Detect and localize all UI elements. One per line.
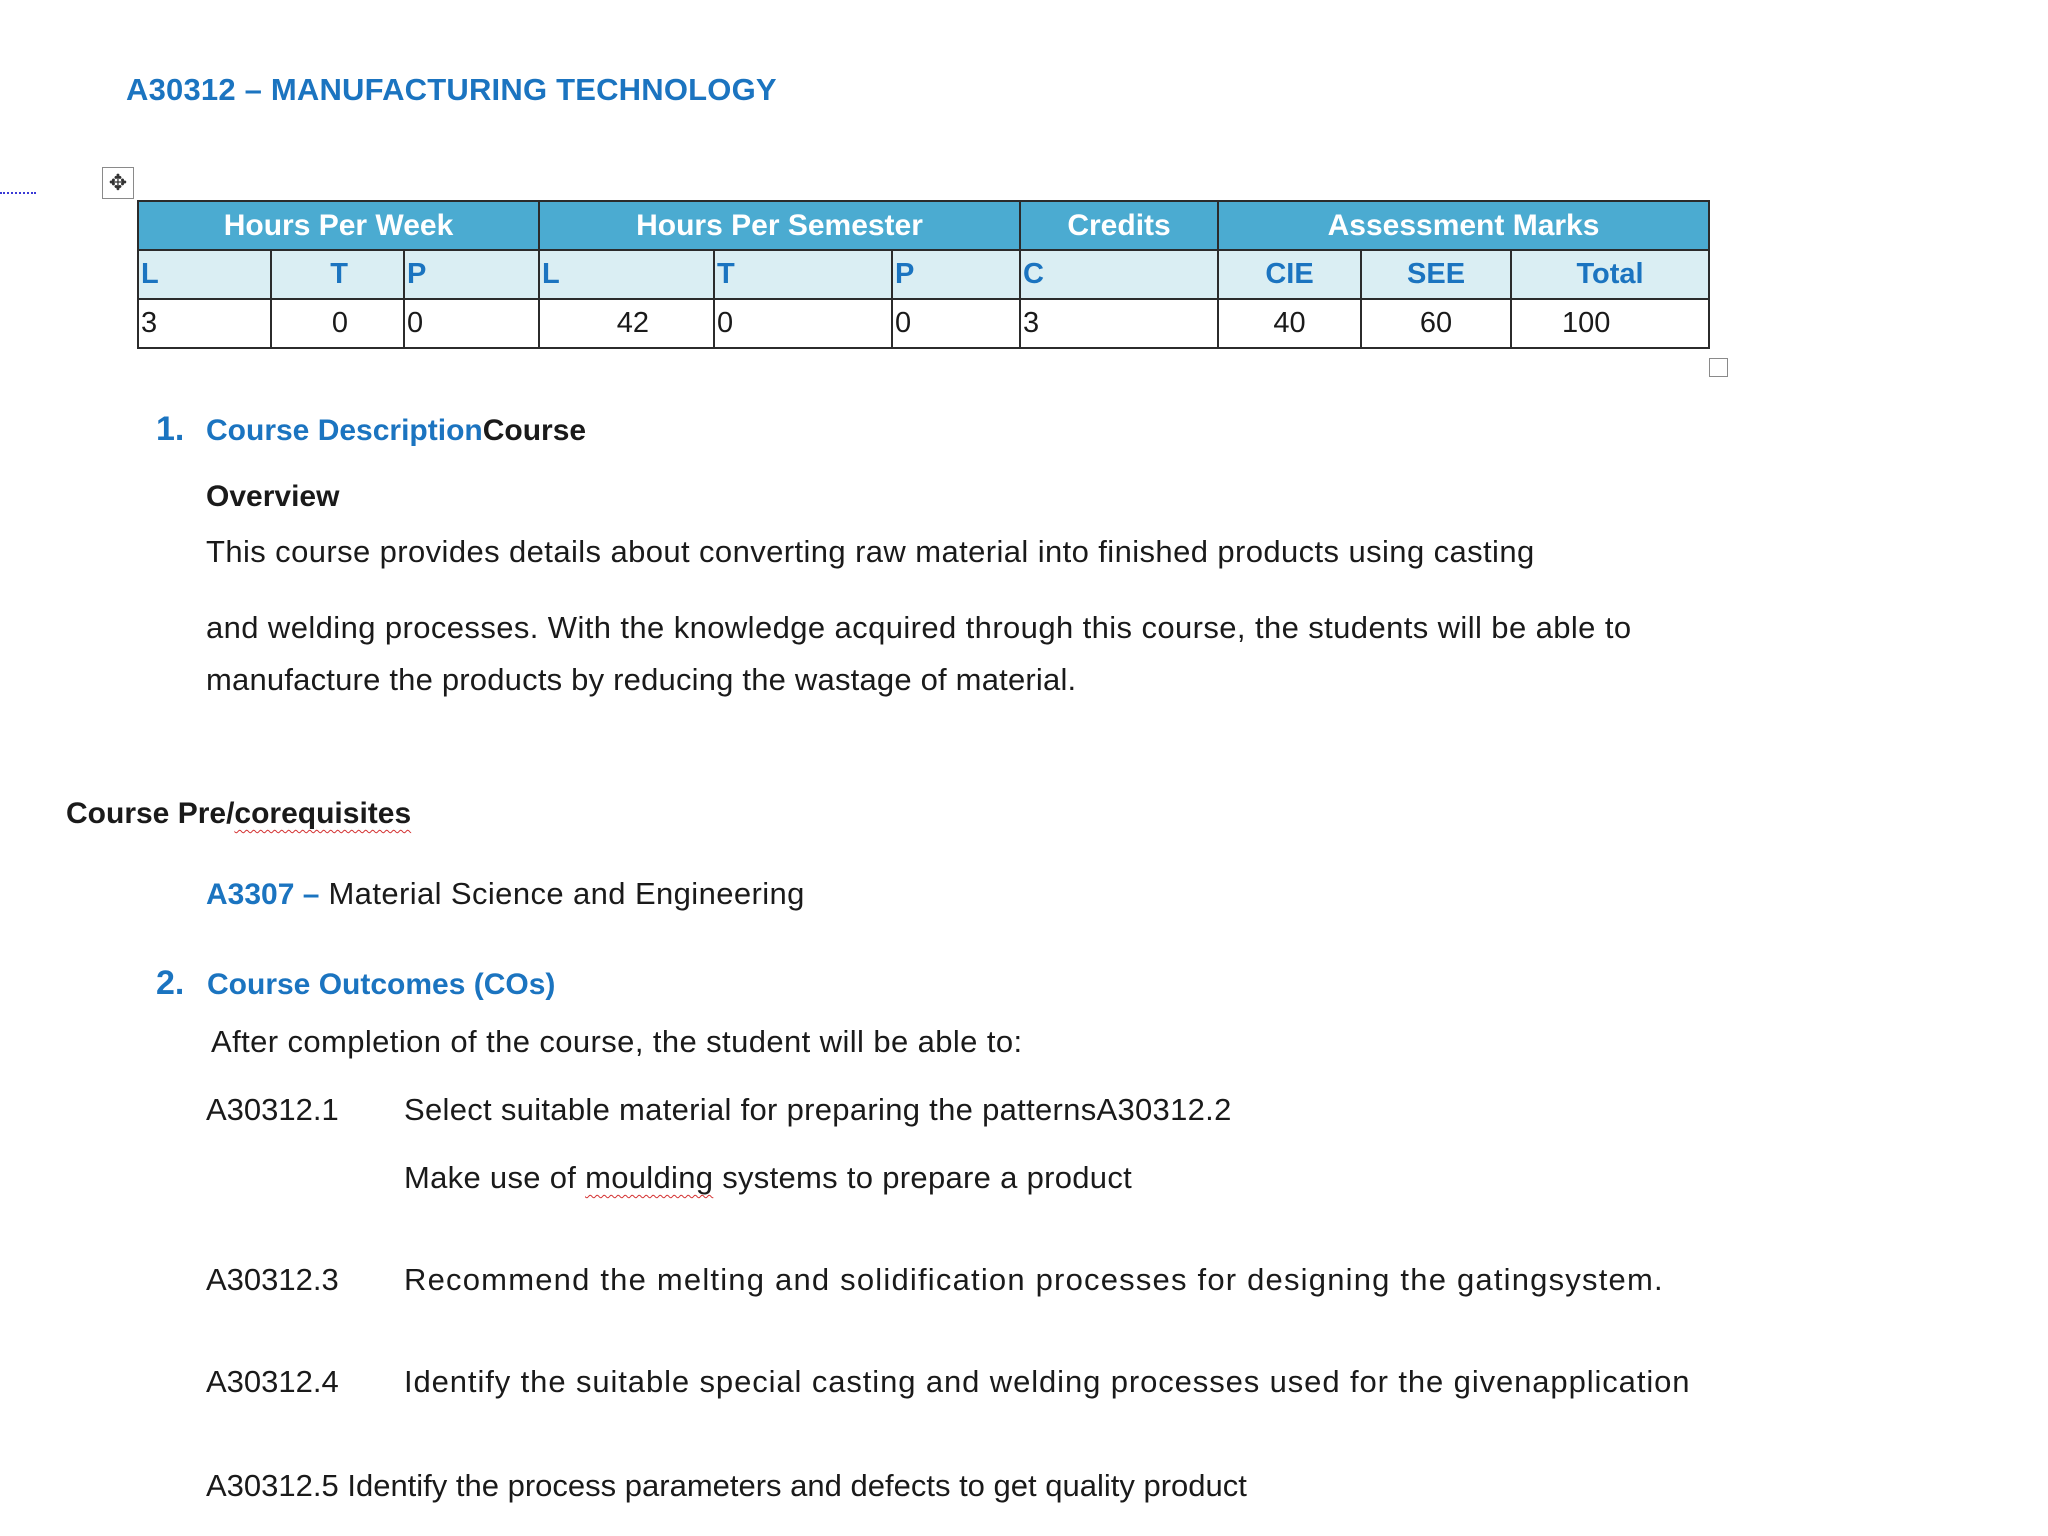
header-credits: Credits [1020,201,1218,250]
description-line-1: This course provides details about converting raw material into finished products using casting [206,534,1535,569]
subheader-cell: L [539,250,714,299]
outcome-text-part: Make use of [404,1160,586,1195]
description-line-2: and welding processes. With the knowledge acquired through this course, the students will be able to [206,610,1632,645]
outcome-text-part: systems to prepare a product [713,1160,1133,1195]
value-cell: 42 [539,299,714,348]
table-row [138,299,1709,348]
table-subheader-row [138,250,1709,299]
outcome-code: A30312.1 [206,1092,339,1127]
subheader-cell: Total [1511,250,1709,299]
subheader-cell: T [714,250,892,299]
anchor-marker [0,192,36,194]
table-move-handle-icon[interactable]: ✥ [102,167,134,199]
subheader-cell: T [271,250,404,299]
subheader-cell: P [404,250,539,299]
value-cell: 0 [892,299,1020,348]
table-resize-handle[interactable] [1709,358,1728,377]
prerequisites-heading [66,797,411,831]
outcome-text: Recommend the melting and solidification processes for designing the gatingsystem. [404,1262,1664,1297]
value-cell: 3 [138,299,271,348]
outcome-flagged-word: moulding [585,1160,714,1195]
outcome-code: A30312.5 [206,1468,339,1503]
section-1-title-suffix: Course [482,414,587,447]
header-hours-per-semester: Hours Per Semester [539,201,1020,250]
outcome-text [404,1160,1132,1196]
prerequisite-item [206,876,805,912]
prerequisite-code: A3307 – [206,878,320,911]
outcome-code: A30312.3 [206,1262,339,1297]
prerequisites-heading-text: Course Pre/ [66,797,235,830]
section-1-heading [206,414,586,448]
subheader-cell: SEE [1361,250,1511,299]
prerequisite-name: Material Science and Engineering [319,876,805,911]
overview-subheading: Overview [206,480,340,513]
subheader-cell: P [892,250,1020,299]
outcome-item [206,1468,1247,1504]
value-cell: 0 [271,299,404,348]
section-2-title: Course Outcomes (COs) [207,968,556,1001]
subheader-cell: C [1020,250,1218,299]
value-cell: 100 [1511,299,1709,348]
outcome-text: Identify the suitable special casting and welding processes used for the givenapplication [404,1364,1691,1399]
value-cell: 0 [714,299,892,348]
outcome-text: Identify the process parameters and defects to get quality product [338,1468,1247,1503]
outcomes-intro: After completion of the course, the student will be able to: [211,1024,1023,1059]
value-cell: 0 [404,299,539,348]
subheader-cell: CIE [1218,250,1361,299]
section-1-title: Course Description [206,414,483,447]
outcome-code: A30312.4 [206,1364,339,1399]
section-2-number: 2. [156,964,185,1002]
outcome-text: Select suitable material for preparing the patternsA30312.2 [404,1092,1232,1127]
header-assessment-marks: Assessment Marks [1218,201,1709,250]
document-title: A30312 – MANUFACTURING TECHNOLOGY [126,72,777,107]
assessment-table [137,200,1710,349]
value-cell: 60 [1361,299,1511,348]
description-line-3: manufacture the products by reducing the wastage of material. [206,662,1077,697]
header-hours-per-week: Hours Per Week [138,201,539,250]
value-cell: 40 [1218,299,1361,348]
table-group-header-row [138,201,1709,250]
prerequisites-heading-flagged-word: corequisites [234,797,412,830]
value-cell: 3 [1020,299,1218,348]
section-1-number: 1. [156,410,185,448]
subheader-cell: L [138,250,271,299]
